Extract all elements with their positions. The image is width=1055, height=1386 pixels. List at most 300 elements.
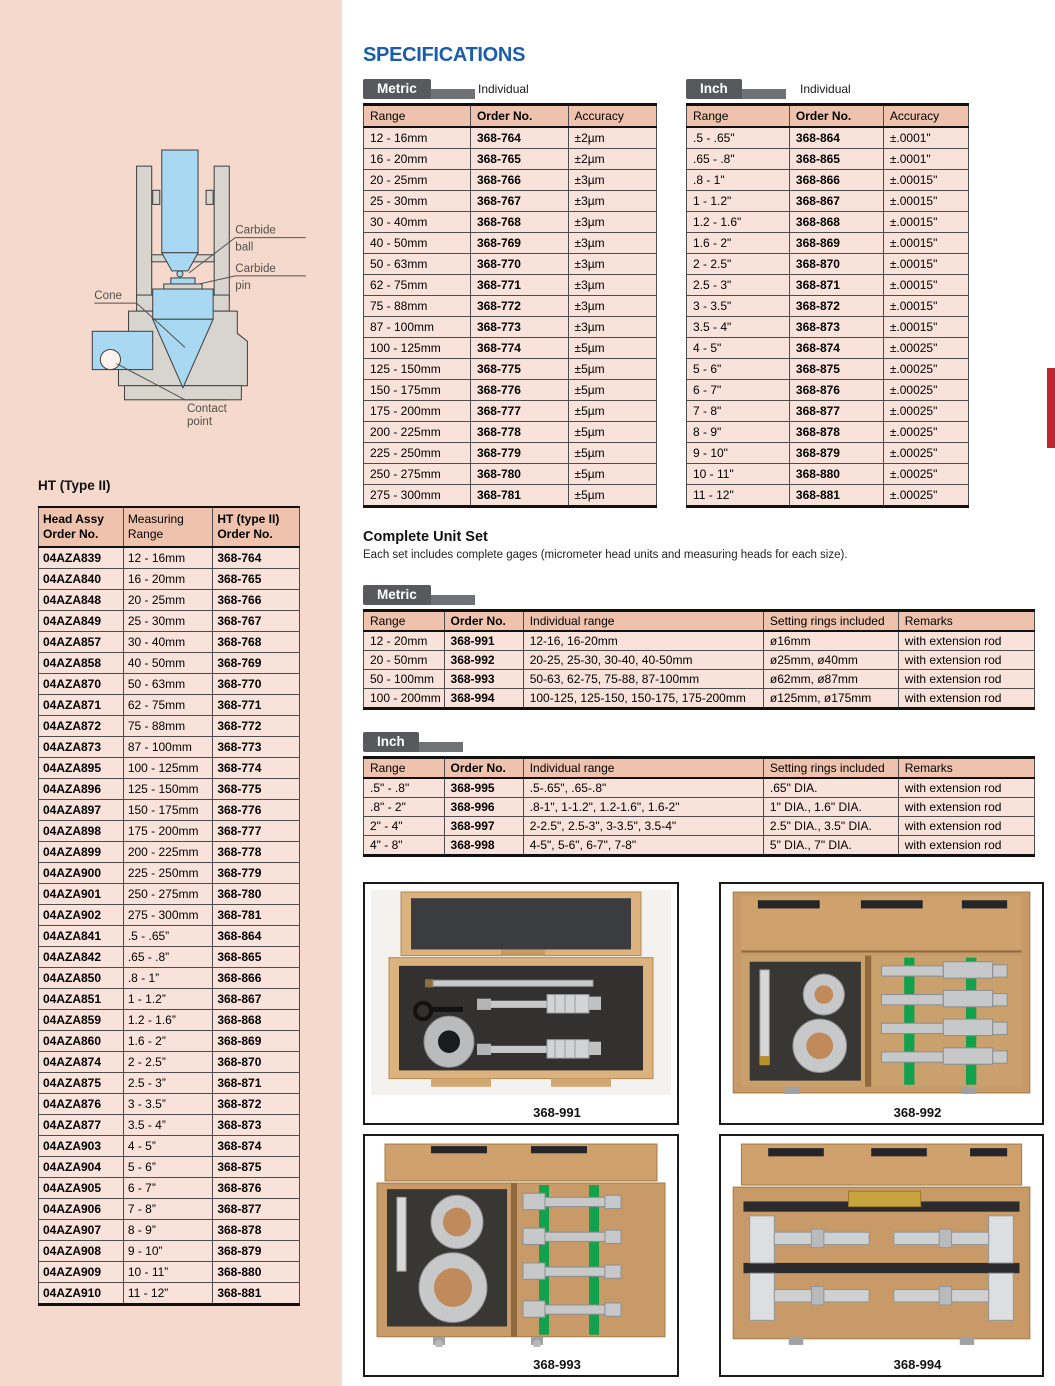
label-carbide-pin-2: pin	[235, 280, 251, 293]
table-cell: 12 - 16mm	[364, 127, 471, 149]
table-row	[39, 1073, 300, 1094]
table-cell: 2" - 4"	[364, 817, 445, 836]
table-cell: 04AZA895	[39, 758, 124, 779]
table-cell: .65 - .8”	[123, 947, 213, 968]
table-row	[39, 569, 300, 590]
table-cell: 1.6 - 2”	[123, 1031, 213, 1052]
table-row	[39, 758, 300, 779]
table-cell: 200 - 225mm	[364, 422, 471, 443]
table-cell: 30 - 40mm	[364, 212, 471, 233]
table-row	[687, 317, 969, 338]
table-row	[364, 380, 657, 401]
table-cell: 275 - 300mm	[123, 905, 213, 926]
table-row	[687, 170, 969, 191]
table-cell: 04AZA898	[39, 821, 124, 842]
table-cell: 368-876	[789, 380, 883, 401]
column-header: Order No.	[789, 105, 883, 128]
table-cell: 75 - 88mm	[123, 716, 213, 737]
table-cell: ±.00025"	[883, 464, 968, 485]
table-row	[364, 651, 1035, 670]
table-row	[364, 464, 657, 485]
table-cell: 368-871	[789, 275, 883, 296]
table-cell: 1" DIA., 1.6" DIA.	[763, 798, 898, 817]
column-header: Range	[687, 105, 790, 128]
table-cell: 50 - 63mm	[123, 674, 213, 695]
table-cell: 04AZA875	[39, 1073, 124, 1094]
table-row	[39, 1136, 300, 1157]
table-cell: 16 - 20mm	[123, 569, 213, 590]
table-cell: 368-866	[213, 968, 300, 989]
page-edge-tab	[1047, 368, 1055, 448]
table-row	[687, 422, 969, 443]
set-metric-tab-label: Metric	[363, 585, 431, 605]
table-cell: 100 - 125mm	[364, 338, 471, 359]
table-cell: 50-63, 62-75, 75-88, 87-100mm	[523, 670, 763, 689]
table-cell: with extension rod	[898, 798, 1034, 817]
table-cell: 225 - 250mm	[123, 863, 213, 884]
table-cell: ±2µm	[568, 149, 657, 170]
set-inch-tab	[363, 732, 463, 756]
label-carbide-ball-2: ball	[235, 241, 254, 254]
table-cell: 30 - 40mm	[123, 632, 213, 653]
table-cell: 12 - 16mm	[123, 547, 213, 569]
table-cell: 04AZA902	[39, 905, 124, 926]
table-cell: 368-877	[789, 401, 883, 422]
table-cell: 7 - 8"	[687, 401, 790, 422]
table-row	[364, 254, 657, 275]
table-cell: 9 - 10"	[687, 443, 790, 464]
table-cell: 04AZA873	[39, 737, 124, 758]
table-cell: 250 - 275mm	[364, 464, 471, 485]
table-cell: 368-866	[789, 170, 883, 191]
table-row	[39, 926, 300, 947]
table-cell: ±.0001"	[883, 127, 968, 149]
table-cell: 250 - 275mm	[123, 884, 213, 905]
table-cell: 368-865	[213, 947, 300, 968]
table-cell: 368-780	[213, 884, 300, 905]
table-cell: 368-771	[213, 695, 300, 716]
table-row	[39, 1157, 300, 1178]
table-cell: 368-774	[470, 338, 568, 359]
column-header: Head Assy Order No.	[39, 507, 124, 547]
label-carbide-ball: Carbide	[235, 224, 276, 237]
header-row	[39, 507, 300, 547]
table-cell: ±2µm	[568, 127, 657, 149]
specifications-title: SPECIFICATIONS	[363, 44, 526, 66]
table-row	[39, 800, 300, 821]
table-cell: 1.2 - 1.6”	[123, 1010, 213, 1031]
table-row	[39, 1220, 300, 1241]
table-row	[39, 821, 300, 842]
table-cell: 368-867	[789, 191, 883, 212]
table-cell: 04AZA897	[39, 800, 124, 821]
table-cell: ±.0001"	[883, 149, 968, 170]
table-row	[39, 884, 300, 905]
table-cell: 04AZA876	[39, 1094, 124, 1115]
table-cell: 368-864	[213, 926, 300, 947]
table-cell: 368-867	[213, 989, 300, 1010]
table-cell: ±.00015"	[883, 275, 968, 296]
table-cell: 368-773	[213, 737, 300, 758]
table-cell: 04AZA903	[39, 1136, 124, 1157]
table-cell: ø125mm, ø175mm	[763, 689, 898, 709]
table-cell: ±.00015"	[883, 212, 968, 233]
table-row	[364, 127, 657, 149]
label-contact-point: Contact	[186, 402, 227, 415]
column-header: Individual range	[523, 758, 763, 779]
table-cell: 04AZA901	[39, 884, 124, 905]
table-row	[364, 170, 657, 191]
table-cell: 2 - 2.5”	[123, 1052, 213, 1073]
table-cell: 3 - 3.5”	[123, 1094, 213, 1115]
label-carbide-pin: Carbide	[235, 262, 276, 275]
table-row	[39, 547, 300, 569]
table-row	[364, 443, 657, 464]
table-row	[39, 1010, 300, 1031]
table-cell: 11 - 12"	[687, 485, 790, 507]
table-cell: 04AZA851	[39, 989, 124, 1010]
table-row	[39, 590, 300, 611]
table-cell: 368-770	[213, 674, 300, 695]
measuring-head-diagram	[64, 146, 320, 428]
table-cell: ±3µm	[568, 233, 657, 254]
table-cell: 1 - 1.2”	[123, 989, 213, 1010]
table-cell: 5 - 6"	[687, 359, 790, 380]
table-row	[39, 779, 300, 800]
table-cell: 368-781	[213, 905, 300, 926]
table-row	[364, 798, 1035, 817]
table-cell: 368-991	[444, 631, 523, 651]
table-cell: ±3µm	[568, 254, 657, 275]
table-row	[39, 737, 300, 758]
table-row	[687, 149, 969, 170]
table-cell: 10 - 11”	[123, 1262, 213, 1283]
table-cell: 04AZA871	[39, 695, 124, 716]
table-cell: ±.00015"	[883, 317, 968, 338]
table-cell: 04AZA905	[39, 1178, 124, 1199]
table-cell: 368-777	[470, 401, 568, 422]
table-cell: 3.5 - 4”	[123, 1115, 213, 1136]
table-cell: 368-772	[470, 296, 568, 317]
column-header: Accuracy	[883, 105, 968, 128]
table-row	[687, 464, 969, 485]
table-cell: .65 - .8"	[687, 149, 790, 170]
table-cell: .5-.65", .65-.8"	[523, 778, 763, 798]
table-cell: 100 - 200mm	[364, 689, 445, 709]
table-row	[687, 233, 969, 254]
product-photo-368-992	[727, 890, 1036, 1095]
table-cell: 87 - 100mm	[123, 737, 213, 758]
table-cell: ø25mm, ø40mm	[763, 651, 898, 670]
table-cell: 368-879	[213, 1241, 300, 1262]
table-cell: ±.00015"	[883, 191, 968, 212]
table-cell: 04AZA839	[39, 547, 124, 569]
table-row	[39, 716, 300, 737]
table-cell: 368-879	[789, 443, 883, 464]
table-cell: 10 - 11"	[687, 464, 790, 485]
photo-caption: 368-992	[893, 1105, 942, 1120]
table-cell: 04AZA860	[39, 1031, 124, 1052]
set-metric-tab	[363, 585, 475, 609]
table-cell: ±5µm	[568, 485, 657, 507]
table-cell: 368-868	[213, 1010, 300, 1031]
table-row	[687, 254, 969, 275]
table-cell: .65" DIA.	[763, 778, 898, 798]
table-cell: 368-870	[213, 1052, 300, 1073]
table-cell: 368-998	[444, 836, 523, 856]
table-cell: 368-877	[213, 1199, 300, 1220]
complete-unit-set-title: Complete Unit Set	[363, 529, 488, 545]
table-row	[39, 905, 300, 926]
table-cell: 368-864	[789, 127, 883, 149]
column-header: HT (type II) Order No.	[213, 507, 300, 547]
table-row	[364, 689, 1035, 709]
table-cell: 368-878	[213, 1220, 300, 1241]
table-row	[39, 1199, 300, 1220]
photo-box-368-991	[363, 882, 679, 1125]
column-header: Accuracy	[568, 105, 657, 128]
table-cell: 150 - 175mm	[364, 380, 471, 401]
inch-individual-note: Individual	[800, 82, 851, 96]
table-cell: 25 - 30mm	[123, 611, 213, 632]
table-cell: with extension rod	[898, 689, 1034, 709]
photo-caption: 368-993	[533, 1357, 581, 1372]
table-cell: 368-769	[470, 233, 568, 254]
table-cell: 8 - 9”	[123, 1220, 213, 1241]
table-cell: 368-768	[213, 632, 300, 653]
table-cell: 368-779	[470, 443, 568, 464]
table-cell: 50 - 63mm	[364, 254, 471, 275]
table-cell: .8-1", 1-1.2", 1.2-1.6", 1.6-2"	[523, 798, 763, 817]
table-cell: 100-125, 125-150, 150-175, 175-200mm	[523, 689, 763, 709]
table-cell: 1.6 - 2"	[687, 233, 790, 254]
table-row	[364, 836, 1035, 856]
table-row	[687, 338, 969, 359]
table-cell: 368-881	[789, 485, 883, 507]
table-cell: 20-25, 25-30, 30-40, 40-50mm	[523, 651, 763, 670]
table-row	[364, 485, 657, 507]
inch-tab-label: Inch	[686, 79, 742, 99]
table-cell: 368-874	[789, 338, 883, 359]
column-header: Order No.	[470, 105, 568, 128]
table-cell: 04AZA908	[39, 1241, 124, 1262]
table-cell: 368-865	[789, 149, 883, 170]
table-cell: 368-767	[213, 611, 300, 632]
table-cell: 04AZA841	[39, 926, 124, 947]
table-row	[364, 359, 657, 380]
table-cell: ±3µm	[568, 317, 657, 338]
table-cell: 04AZA857	[39, 632, 124, 653]
table-cell: ±5µm	[568, 359, 657, 380]
table-cell: 368-772	[213, 716, 300, 737]
table-cell: 20 - 50mm	[364, 651, 445, 670]
table-cell: 4 - 5"	[687, 338, 790, 359]
table-cell: 368-872	[213, 1094, 300, 1115]
table-cell: 8 - 9"	[687, 422, 790, 443]
table-cell: 368-880	[213, 1262, 300, 1283]
table-cell: 225 - 250mm	[364, 443, 471, 464]
table-cell: 2-2.5", 2.5-3", 3-3.5", 3.5-4"	[523, 817, 763, 836]
table-cell: ø62mm, ø87mm	[763, 670, 898, 689]
table-cell: 368-870	[789, 254, 883, 275]
table-cell: 3 - 3.5"	[687, 296, 790, 317]
table-cell: ±.00025"	[883, 485, 968, 507]
table-cell: 75 - 88mm	[364, 296, 471, 317]
table-cell: ±.00015"	[883, 254, 968, 275]
table-cell: 368-765	[470, 149, 568, 170]
table-cell: 368-778	[213, 842, 300, 863]
table-cell: 11 - 12”	[123, 1283, 213, 1305]
table-row	[39, 1094, 300, 1115]
table-cell: 368-875	[213, 1157, 300, 1178]
table-row	[364, 296, 657, 317]
table-cell: 62 - 75mm	[364, 275, 471, 296]
complete-unit-set-description: Each set includes complete gages (micrometer head units and measuring heads for each size).	[363, 549, 848, 561]
table-row	[364, 778, 1035, 798]
table-cell: with extension rod	[898, 651, 1034, 670]
table-cell: ±.00025"	[883, 422, 968, 443]
table-cell: 368-764	[470, 127, 568, 149]
table-cell: 04AZA850	[39, 968, 124, 989]
table-row	[39, 632, 300, 653]
table-cell: ±5µm	[568, 443, 657, 464]
table-cell: 368-876	[213, 1178, 300, 1199]
table-cell: ±5µm	[568, 401, 657, 422]
table-row	[364, 317, 657, 338]
table-cell: 25 - 30mm	[364, 191, 471, 212]
table-cell: 2.5 - 3”	[123, 1073, 213, 1094]
table-cell: 1 - 1.2"	[687, 191, 790, 212]
table-cell: 04AZA904	[39, 1157, 124, 1178]
column-header: Range	[364, 105, 471, 128]
table-cell: 368-765	[213, 569, 300, 590]
table-row	[364, 212, 657, 233]
table-row	[39, 863, 300, 884]
table-cell: 368-780	[470, 464, 568, 485]
table-cell: 7 - 8”	[123, 1199, 213, 1220]
table-cell: 04AZA909	[39, 1262, 124, 1283]
table-cell: 368-995	[444, 778, 523, 798]
table-row	[364, 670, 1035, 689]
metric-tab	[363, 79, 475, 103]
table-cell: 40 - 50mm	[123, 653, 213, 674]
table-cell: 2.5" DIA., 3.5" DIA.	[763, 817, 898, 836]
table-cell: 368-773	[470, 317, 568, 338]
table-cell: ±5µm	[568, 338, 657, 359]
table-row	[687, 212, 969, 233]
table-row	[687, 380, 969, 401]
table-cell: .8" - 2"	[364, 798, 445, 817]
table-row	[364, 233, 657, 254]
table-cell: 5 - 6”	[123, 1157, 213, 1178]
table-cell: ±.00015"	[883, 170, 968, 191]
table-cell: 125 - 150mm	[123, 779, 213, 800]
table-row	[364, 275, 657, 296]
table-cell: 04AZA842	[39, 947, 124, 968]
table-cell: 368-774	[213, 758, 300, 779]
table-row	[364, 817, 1035, 836]
column-header: Range	[364, 611, 445, 632]
table-cell: ±.00025"	[883, 338, 968, 359]
table-cell: 368-881	[213, 1283, 300, 1305]
table-cell: 368-766	[470, 170, 568, 191]
table-row	[39, 968, 300, 989]
table-row	[687, 296, 969, 317]
table-cell: 368-992	[444, 651, 523, 670]
table-cell: 2.5 - 3"	[687, 275, 790, 296]
table-cell: with extension rod	[898, 817, 1034, 836]
column-header: Individual range	[523, 611, 763, 632]
set-inch-tab-label: Inch	[363, 732, 419, 752]
table-cell: 368-775	[470, 359, 568, 380]
table-cell: 368-766	[213, 590, 300, 611]
table-cell: ±5µm	[568, 422, 657, 443]
header-row	[364, 758, 1035, 779]
table-cell: 368-767	[470, 191, 568, 212]
table-row	[687, 443, 969, 464]
table-cell: with extension rod	[898, 670, 1034, 689]
table-cell: 04AZA840	[39, 569, 124, 590]
table-cell: 368-770	[470, 254, 568, 275]
header-row	[687, 105, 969, 128]
table-cell: 368-764	[213, 547, 300, 569]
table-cell: 04AZA877	[39, 1115, 124, 1136]
table-cell: 2 - 2.5"	[687, 254, 790, 275]
table-cell: ±.00015"	[883, 233, 968, 254]
column-header: Setting rings included	[763, 758, 898, 779]
table-cell: .5" - .8"	[364, 778, 445, 798]
table-row	[364, 631, 1035, 651]
table-cell: 368-777	[213, 821, 300, 842]
table-cell: 04AZA900	[39, 863, 124, 884]
table-cell: ±3µm	[568, 296, 657, 317]
table-row	[687, 191, 969, 212]
table-row	[39, 1283, 300, 1305]
inch-tab	[686, 79, 786, 103]
table-row	[687, 485, 969, 507]
table-row	[39, 1052, 300, 1073]
ht-type2-title: HT (Type II)	[38, 478, 111, 493]
product-photo-368-991	[371, 890, 671, 1095]
inch-individual-table	[686, 103, 969, 508]
table-row	[364, 149, 657, 170]
table-row	[364, 191, 657, 212]
table-cell: ±3µm	[568, 275, 657, 296]
ht-type2-table	[38, 506, 300, 1306]
table-cell: 368-776	[213, 800, 300, 821]
table-cell: 04AZA907	[39, 1220, 124, 1241]
table-cell: with extension rod	[898, 631, 1034, 651]
table-cell: 04AZA858	[39, 653, 124, 674]
photo-caption: 368-994	[893, 1357, 942, 1372]
table-cell: 368-994	[444, 689, 523, 709]
table-cell: 368-781	[470, 485, 568, 507]
column-header: Remarks	[898, 611, 1034, 632]
table-row	[39, 695, 300, 716]
table-cell: with extension rod	[898, 778, 1034, 798]
table-cell: ø16mm	[763, 631, 898, 651]
table-cell: 20 - 25mm	[364, 170, 471, 191]
metric-tab-label: Metric	[363, 79, 431, 99]
photo-box-368-994	[719, 1134, 1044, 1377]
table-row	[39, 653, 300, 674]
table-cell: 368-776	[470, 380, 568, 401]
photo-caption: 368-991	[533, 1105, 581, 1120]
table-row	[39, 842, 300, 863]
table-cell: 12 - 20mm	[364, 631, 445, 651]
table-cell: ±.00025"	[883, 359, 968, 380]
table-cell: .8 - 1"	[687, 170, 790, 191]
